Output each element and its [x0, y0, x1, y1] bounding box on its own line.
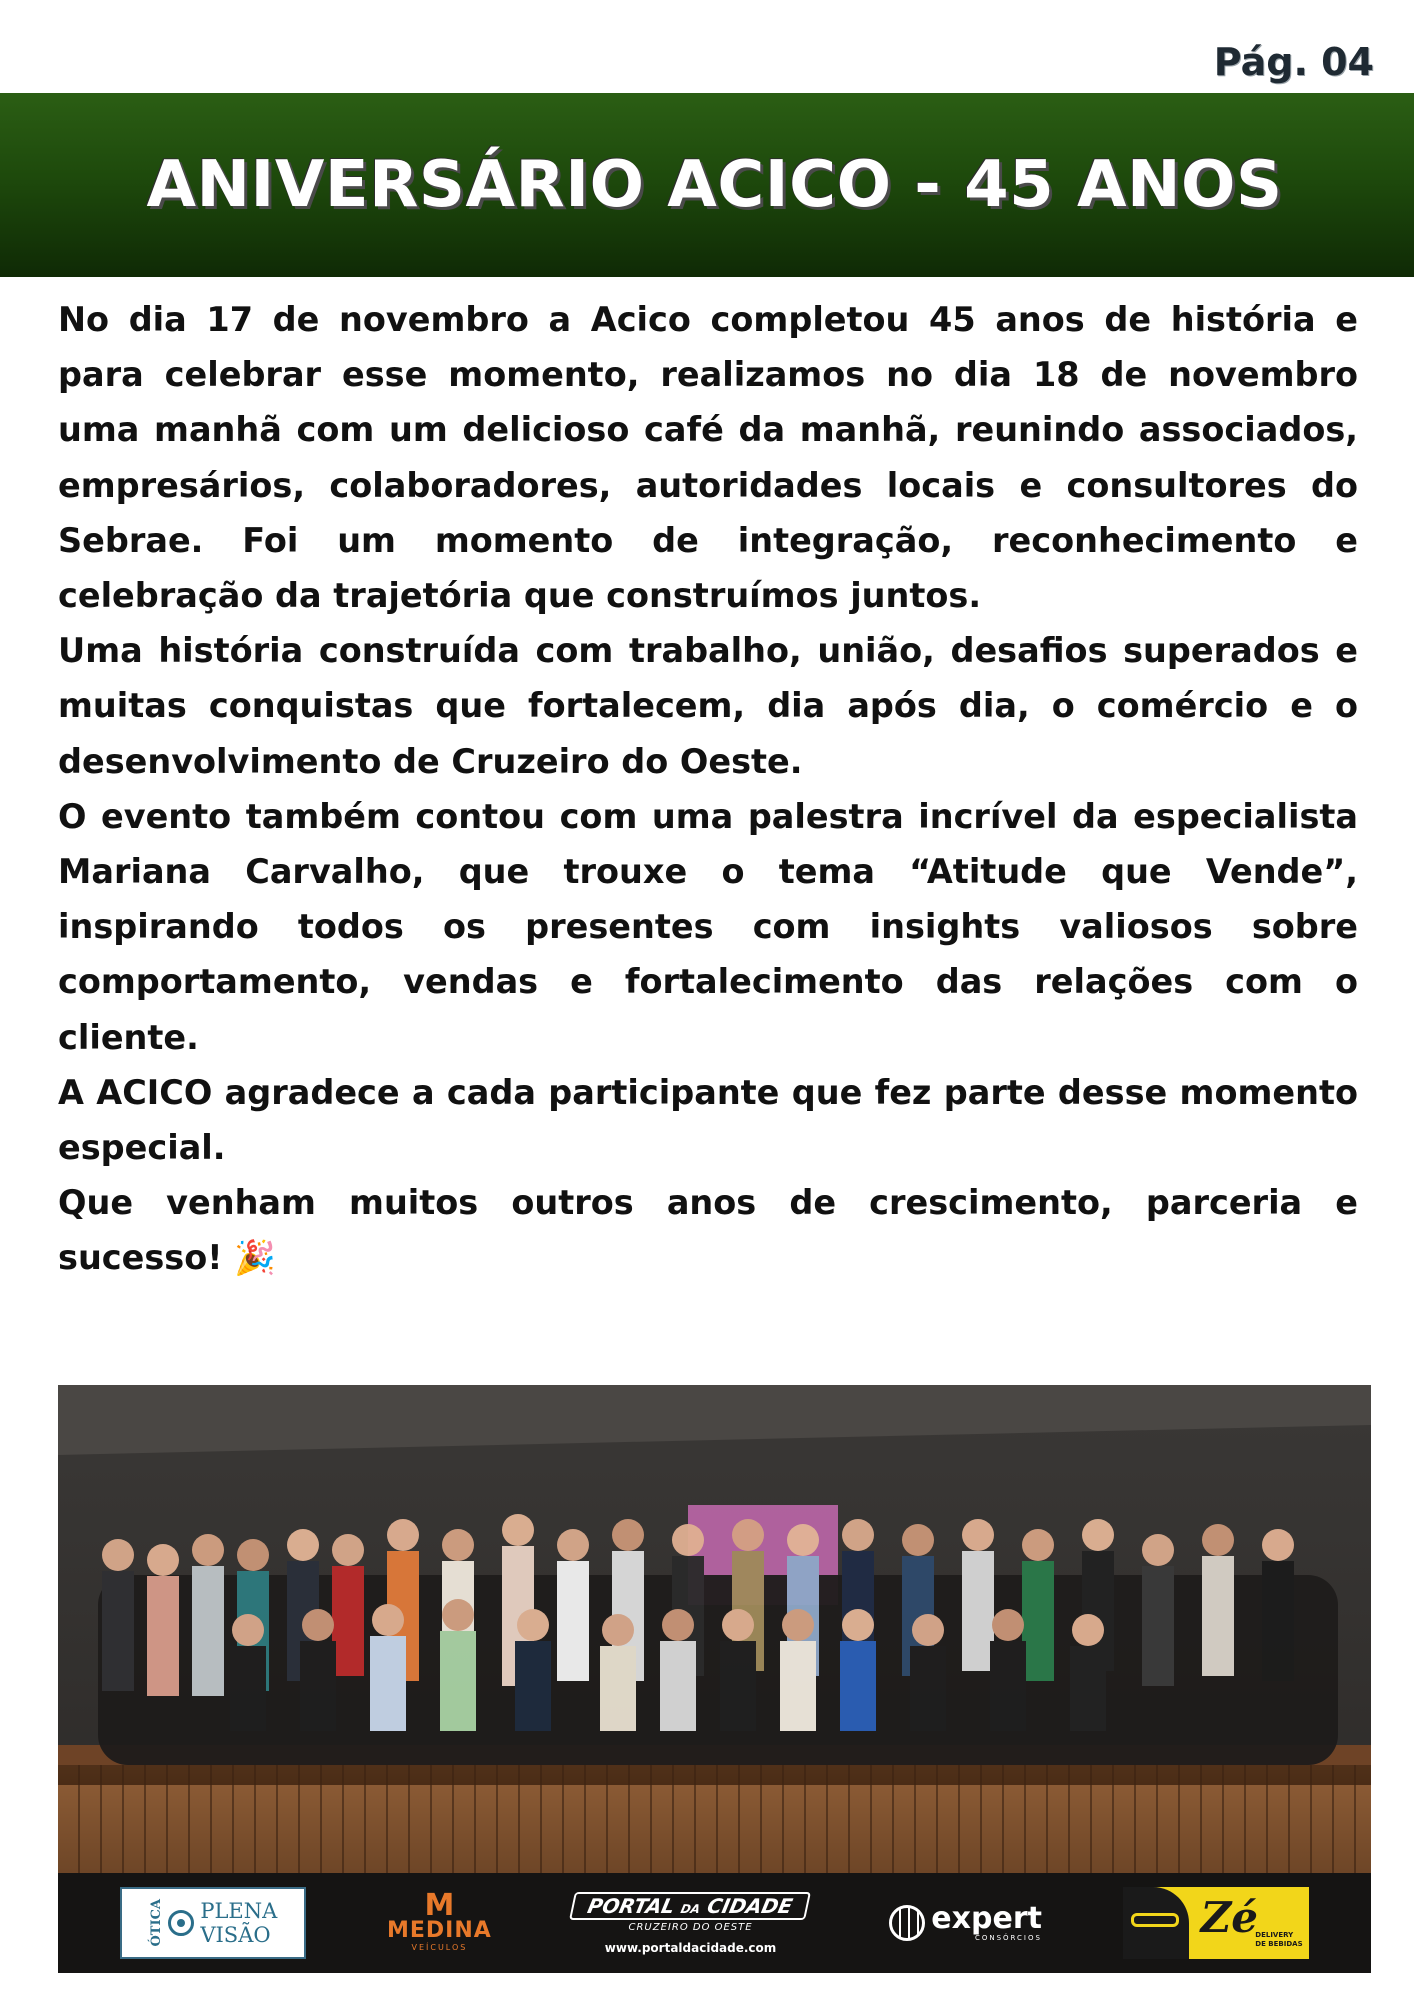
ze-sub-line2: DE BEBIDAS	[1255, 1940, 1303, 1948]
otica-line1: PLENA	[200, 1899, 278, 1923]
sponsor-portal-da-cidade	[572, 1892, 808, 1955]
otica-name	[200, 1899, 277, 1947]
portal-name-1: PORTAL	[585, 1893, 678, 1918]
portal-url: www.portaldacidade.com	[604, 1940, 777, 1955]
title-banner	[0, 93, 1414, 277]
page-number: Pág. 04	[1213, 40, 1374, 84]
expert-name: expert	[931, 1901, 1042, 1936]
medina-m-icon: M	[424, 1888, 455, 1923]
globe-icon	[889, 1905, 925, 1941]
medina-name: MEDINA	[387, 1918, 492, 1943]
portal-city: CRUZEIRO DO OESTE	[628, 1921, 753, 1933]
expert-sub: CONSÓRCIOS	[974, 1934, 1042, 1942]
ze-name: Zé	[1200, 1893, 1259, 1942]
article-body	[58, 292, 1358, 1286]
ze-sub	[1255, 1931, 1302, 1949]
otica-vertical-label: ÓTICA	[149, 1899, 165, 1947]
article-paragraph: Que venham muitos outros anos de crescimento, parceria e sucesso! 🎉	[58, 1183, 1358, 1278]
article-paragraph: Uma história construída com trabalho, união, desafios superados e muitas conquistas que fortalecem, dia após dia, o comércio e o desenvolvimento de Cruzeiro do Oeste.	[58, 631, 1358, 781]
sponsor-expert	[889, 1901, 1042, 1942]
sponsor-otica-plena-visao	[120, 1887, 306, 1959]
article-paragraph: A ACICO agradece a cada participante que fez parte desse momento especial.	[58, 1072, 1358, 1168]
mascot-face-icon	[1123, 1887, 1189, 1959]
glasses-icon	[1131, 1913, 1179, 1927]
sponsor-bar	[58, 1873, 1371, 1973]
ze-sub-line1: DELIVERY	[1255, 1931, 1294, 1939]
sponsor-ze-delivery	[1123, 1887, 1309, 1959]
portal-logo	[570, 1892, 812, 1920]
page-title: ANIVERSÁRIO ACICO - 45 ANOS	[146, 148, 1283, 222]
article-paragraph: O evento também contou com uma palestra incrível da especialista Mariana Carvalho, que trouxe o tema “Atitude que Vende”, inspirando todos os presentes com insights valiosos sobre comportamento, vendas e fortalecimento das relações com o cliente.	[58, 796, 1358, 1057]
portal-name-3: CIDADE	[705, 1893, 796, 1918]
sponsor-medina	[387, 1888, 492, 1952]
group-photo	[58, 1385, 1371, 1973]
eye-icon	[168, 1910, 194, 1936]
medina-sub: VEÍCULOS	[411, 1943, 468, 1952]
article-paragraph: No dia 17 de novembro a Acico completou 45 anos de história e para celebrar esse momento, realizamos no dia 18 de novembro uma manhã com um delicioso café da manhã, reunindo associados, empresários, colaboradores, autoridades locais e consultores do Sebrae. Foi um momento de integração, reconhecimento e celebração da trajetória que construímos juntos.	[58, 300, 1358, 616]
otica-line2: VISÃO	[200, 1923, 271, 1947]
portal-name-2: DA	[679, 1901, 703, 1916]
expert-text	[931, 1901, 1042, 1942]
